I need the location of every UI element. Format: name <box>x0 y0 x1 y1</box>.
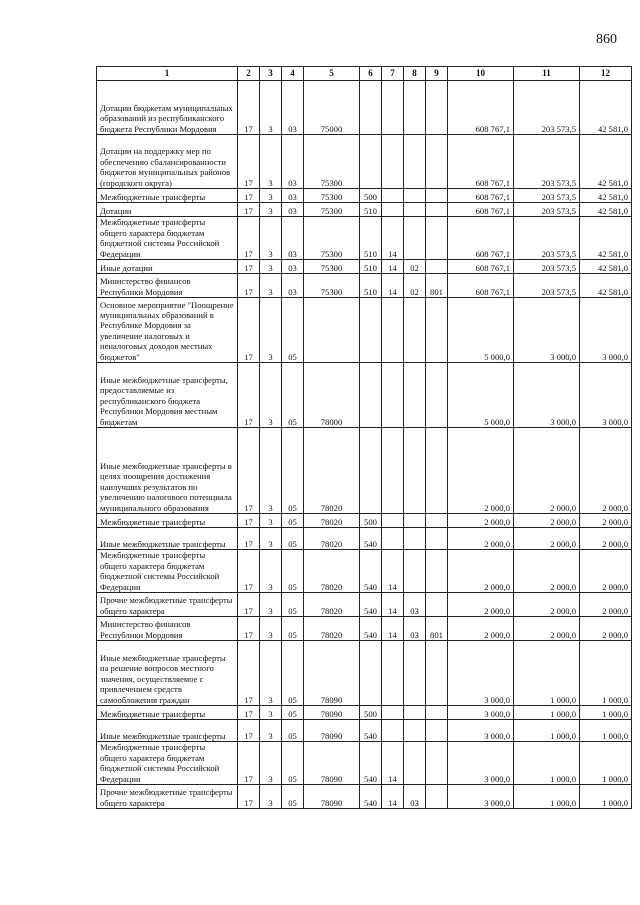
row-name-cell: Иные межбюджетные трансферты в целях поощрения достижения наилучших результатов по увеличению налогового потенциала муниципального образования <box>97 428 238 514</box>
header-cell: 2 <box>238 67 260 81</box>
table-row <box>97 720 632 742</box>
class-cell: 14 <box>382 550 404 593</box>
section-cell: 3 <box>260 742 282 785</box>
admin-cell <box>426 298 448 363</box>
class-cell <box>382 81 404 135</box>
table-row <box>97 217 632 260</box>
amount-year2-cell: 203 573,5 <box>514 260 580 274</box>
subclass-cell <box>404 298 426 363</box>
section-cell: 3 <box>260 706 282 720</box>
amount-year2-cell: 203 573,5 <box>514 189 580 203</box>
class-cell: 14 <box>382 742 404 785</box>
section-cell: 3 <box>260 274 282 298</box>
target-cell: 78020 <box>304 593 360 617</box>
header-cell: 11 <box>514 67 580 81</box>
admin-cell <box>426 785 448 809</box>
amount-year3-cell: 2 000,0 <box>580 550 632 593</box>
amount-year1-cell: 2 000,0 <box>448 428 514 514</box>
admin-cell <box>426 720 448 742</box>
amount-year2-cell: 2 000,0 <box>514 514 580 528</box>
section-cell: 3 <box>260 428 282 514</box>
admin-cell <box>426 706 448 720</box>
grbs-cell: 17 <box>238 81 260 135</box>
section-cell: 3 <box>260 217 282 260</box>
amount-year1-cell: 608 767,1 <box>448 260 514 274</box>
table-row <box>97 274 632 298</box>
admin-cell <box>426 528 448 550</box>
amount-year1-cell: 3 000,0 <box>448 706 514 720</box>
amount-year3-cell: 1 000,0 <box>580 641 632 706</box>
subsection-cell: 05 <box>282 428 304 514</box>
amount-year2-cell: 2 000,0 <box>514 617 580 641</box>
row-name-cell: Министерство финансов Республики Мордовия <box>97 274 238 298</box>
expense-type-cell: 500 <box>360 706 382 720</box>
expense-type-cell: 540 <box>360 617 382 641</box>
subclass-cell <box>404 720 426 742</box>
section-cell: 3 <box>260 189 282 203</box>
grbs-cell: 17 <box>238 514 260 528</box>
expense-type-cell: 510 <box>360 260 382 274</box>
class-cell: 14 <box>382 274 404 298</box>
header-cell: 8 <box>404 67 426 81</box>
amount-year1-cell: 2 000,0 <box>448 593 514 617</box>
amount-year2-cell: 1 000,0 <box>514 641 580 706</box>
amount-year3-cell: 3 000,0 <box>580 363 632 428</box>
table-row <box>97 428 632 514</box>
section-cell: 3 <box>260 593 282 617</box>
table-row <box>97 528 632 550</box>
row-name-cell: Межбюджетные трансферты <box>97 514 238 528</box>
admin-cell <box>426 81 448 135</box>
amount-year2-cell: 1 000,0 <box>514 742 580 785</box>
amount-year3-cell: 2 000,0 <box>580 593 632 617</box>
admin-cell <box>426 641 448 706</box>
row-name-cell: Прочие межбюджетные трансферты общего характера <box>97 593 238 617</box>
grbs-cell: 17 <box>238 785 260 809</box>
grbs-cell: 17 <box>238 720 260 742</box>
target-cell: 78020 <box>304 528 360 550</box>
admin-cell <box>426 189 448 203</box>
target-cell: 78090 <box>304 742 360 785</box>
subsection-cell: 05 <box>282 528 304 550</box>
expense-type-cell: 500 <box>360 514 382 528</box>
grbs-cell: 17 <box>238 135 260 189</box>
grbs-cell: 17 <box>238 428 260 514</box>
admin-cell <box>426 742 448 785</box>
subclass-cell: 02 <box>404 274 426 298</box>
row-name-cell: Межбюджетные трансферты общего характера бюджетам бюджетной системы Российской Федерации <box>97 550 238 593</box>
subsection-cell: 05 <box>282 593 304 617</box>
subsection-cell: 05 <box>282 363 304 428</box>
row-name-cell: Межбюджетные трансферты общего характера бюджетам бюджетной системы Российской Федерации <box>97 217 238 260</box>
amount-year1-cell: 3 000,0 <box>448 641 514 706</box>
table-row <box>97 298 632 363</box>
amount-year1-cell: 5 000,0 <box>448 363 514 428</box>
amount-year2-cell: 203 573,5 <box>514 217 580 260</box>
target-cell: 78020 <box>304 428 360 514</box>
amount-year2-cell: 203 573,5 <box>514 274 580 298</box>
row-name-cell: Дотации <box>97 203 238 217</box>
table-row <box>97 593 632 617</box>
admin-cell <box>426 363 448 428</box>
section-cell: 3 <box>260 617 282 641</box>
header-row <box>97 67 632 81</box>
subclass-cell <box>404 742 426 785</box>
class-cell: 14 <box>382 593 404 617</box>
target-cell <box>304 298 360 363</box>
subsection-cell: 03 <box>282 203 304 217</box>
amount-year1-cell: 608 767,1 <box>448 217 514 260</box>
target-cell: 78090 <box>304 720 360 742</box>
subclass-cell: 02 <box>404 260 426 274</box>
class-cell <box>382 514 404 528</box>
amount-year3-cell: 42 581,0 <box>580 260 632 274</box>
subclass-cell: 03 <box>404 785 426 809</box>
subsection-cell: 03 <box>282 135 304 189</box>
target-cell: 78090 <box>304 706 360 720</box>
class-cell <box>382 720 404 742</box>
table-row <box>97 742 632 785</box>
class-cell: 14 <box>382 260 404 274</box>
section-cell: 3 <box>260 641 282 706</box>
admin-cell <box>426 514 448 528</box>
expense-type-cell: 540 <box>360 742 382 785</box>
subsection-cell: 05 <box>282 785 304 809</box>
header-cell: 1 <box>97 67 238 81</box>
expense-type-cell <box>360 363 382 428</box>
class-cell <box>382 298 404 363</box>
subsection-cell: 05 <box>282 706 304 720</box>
amount-year2-cell: 2 000,0 <box>514 428 580 514</box>
expense-type-cell: 540 <box>360 593 382 617</box>
class-cell <box>382 203 404 217</box>
class-cell: 14 <box>382 785 404 809</box>
target-cell: 78000 <box>304 363 360 428</box>
table-body <box>97 81 632 809</box>
grbs-cell: 17 <box>238 617 260 641</box>
class-cell <box>382 363 404 428</box>
section-cell: 3 <box>260 514 282 528</box>
subsection-cell: 03 <box>282 189 304 203</box>
target-cell: 75300 <box>304 203 360 217</box>
amount-year3-cell: 42 581,0 <box>580 81 632 135</box>
subsection-cell: 05 <box>282 298 304 363</box>
subclass-cell <box>404 428 426 514</box>
amount-year1-cell: 2 000,0 <box>448 514 514 528</box>
table-row <box>97 550 632 593</box>
row-name-cell: Дотации бюджетам муниципальных образований из республиканского бюджета Республики Мордовия <box>97 81 238 135</box>
subsection-cell: 03 <box>282 217 304 260</box>
grbs-cell: 17 <box>238 550 260 593</box>
header-cell: 3 <box>260 67 282 81</box>
target-cell: 75300 <box>304 217 360 260</box>
subclass-cell <box>404 135 426 189</box>
expense-type-cell: 510 <box>360 274 382 298</box>
admin-cell <box>426 593 448 617</box>
header-cell: 12 <box>580 67 632 81</box>
amount-year3-cell: 2 000,0 <box>580 617 632 641</box>
table-row <box>97 785 632 809</box>
amount-year3-cell: 1 000,0 <box>580 720 632 742</box>
page-number: 860 <box>596 32 617 47</box>
section-cell: 3 <box>260 550 282 593</box>
row-name-cell: Иные дотации <box>97 260 238 274</box>
subsection-cell: 05 <box>282 514 304 528</box>
subsection-cell: 03 <box>282 274 304 298</box>
expense-type-cell <box>360 81 382 135</box>
amount-year1-cell: 608 767,1 <box>448 274 514 298</box>
subsection-cell: 05 <box>282 641 304 706</box>
amount-year2-cell: 2 000,0 <box>514 550 580 593</box>
budget-table <box>96 66 632 809</box>
amount-year3-cell: 42 581,0 <box>580 203 632 217</box>
amount-year1-cell: 5 000,0 <box>448 298 514 363</box>
subclass-cell <box>404 189 426 203</box>
target-cell: 75000 <box>304 81 360 135</box>
row-name-cell: Межбюджетные трансферты общего характера бюджетам бюджетной системы Российской Федерации <box>97 742 238 785</box>
admin-cell <box>426 260 448 274</box>
amount-year3-cell: 42 581,0 <box>580 135 632 189</box>
amount-year1-cell: 3 000,0 <box>448 785 514 809</box>
admin-cell <box>426 203 448 217</box>
amount-year3-cell: 2 000,0 <box>580 428 632 514</box>
subclass-cell <box>404 203 426 217</box>
admin-cell: 801 <box>426 617 448 641</box>
table-row <box>97 706 632 720</box>
subsection-cell: 03 <box>282 81 304 135</box>
amount-year2-cell: 203 573,5 <box>514 81 580 135</box>
subclass-cell <box>404 550 426 593</box>
grbs-cell: 17 <box>238 742 260 785</box>
amount-year2-cell: 3 000,0 <box>514 363 580 428</box>
header-cell: 6 <box>360 67 382 81</box>
table-row <box>97 363 632 428</box>
grbs-cell: 17 <box>238 528 260 550</box>
header-cell: 10 <box>448 67 514 81</box>
amount-year2-cell: 1 000,0 <box>514 706 580 720</box>
table-row <box>97 260 632 274</box>
target-cell: 75300 <box>304 274 360 298</box>
amount-year2-cell: 2 000,0 <box>514 528 580 550</box>
class-cell <box>382 706 404 720</box>
section-cell: 3 <box>260 785 282 809</box>
expense-type-cell <box>360 428 382 514</box>
target-cell: 78020 <box>304 550 360 593</box>
admin-cell: 801 <box>426 274 448 298</box>
amount-year3-cell: 1 000,0 <box>580 742 632 785</box>
amount-year2-cell: 203 573,5 <box>514 203 580 217</box>
grbs-cell: 17 <box>238 260 260 274</box>
subclass-cell <box>404 363 426 428</box>
admin-cell <box>426 428 448 514</box>
expense-type-cell <box>360 641 382 706</box>
class-cell <box>382 135 404 189</box>
subclass-cell <box>404 217 426 260</box>
row-name-cell: Иные межбюджетные трансферты, предоставляемые из республиканского бюджета Республики Мордовия местным бюджетам <box>97 363 238 428</box>
target-cell: 75300 <box>304 135 360 189</box>
expense-type-cell: 510 <box>360 217 382 260</box>
expense-type-cell: 540 <box>360 785 382 809</box>
target-cell: 78090 <box>304 641 360 706</box>
target-cell: 78020 <box>304 514 360 528</box>
amount-year2-cell: 3 000,0 <box>514 298 580 363</box>
header-cell: 5 <box>304 67 360 81</box>
class-cell: 14 <box>382 617 404 641</box>
header-cell: 7 <box>382 67 404 81</box>
subclass-cell: 03 <box>404 593 426 617</box>
row-name-cell: Иные межбюджетные трансферты <box>97 720 238 742</box>
row-name-cell: Межбюджетные трансферты <box>97 189 238 203</box>
grbs-cell: 17 <box>238 593 260 617</box>
table-row <box>97 81 632 135</box>
target-cell: 75300 <box>304 260 360 274</box>
class-cell <box>382 641 404 706</box>
section-cell: 3 <box>260 203 282 217</box>
row-name-cell: Иные межбюджетные трансферты на решение вопросов местного значения, осуществляемое с привлечением средств самообложения граждан <box>97 641 238 706</box>
amount-year3-cell: 1 000,0 <box>580 785 632 809</box>
section-cell: 3 <box>260 528 282 550</box>
amount-year2-cell: 1 000,0 <box>514 720 580 742</box>
grbs-cell: 17 <box>238 189 260 203</box>
table-row <box>97 641 632 706</box>
amount-year2-cell: 1 000,0 <box>514 785 580 809</box>
section-cell: 3 <box>260 81 282 135</box>
class-cell <box>382 528 404 550</box>
subsection-cell: 05 <box>282 550 304 593</box>
amount-year3-cell: 2 000,0 <box>580 514 632 528</box>
table-row <box>97 617 632 641</box>
row-name-cell: Министерство финансов Республики Мордовия <box>97 617 238 641</box>
section-cell: 3 <box>260 298 282 363</box>
admin-cell <box>426 550 448 593</box>
expense-type-cell: 500 <box>360 189 382 203</box>
subsection-cell: 05 <box>282 720 304 742</box>
amount-year1-cell: 2 000,0 <box>448 528 514 550</box>
header-cell: 4 <box>282 67 304 81</box>
amount-year3-cell: 1 000,0 <box>580 706 632 720</box>
table-row <box>97 189 632 203</box>
amount-year3-cell: 42 581,0 <box>580 189 632 203</box>
table-row <box>97 514 632 528</box>
header-cell: 9 <box>426 67 448 81</box>
row-name-cell: Прочие межбюджетные трансферты общего характера <box>97 785 238 809</box>
grbs-cell: 17 <box>238 274 260 298</box>
amount-year1-cell: 2 000,0 <box>448 550 514 593</box>
expense-type-cell <box>360 298 382 363</box>
amount-year1-cell: 608 767,1 <box>448 189 514 203</box>
target-cell: 78020 <box>304 617 360 641</box>
table-row <box>97 203 632 217</box>
grbs-cell: 17 <box>238 363 260 428</box>
admin-cell <box>426 135 448 189</box>
class-cell: 14 <box>382 217 404 260</box>
expense-type-cell <box>360 135 382 189</box>
grbs-cell: 17 <box>238 298 260 363</box>
expense-type-cell: 510 <box>360 203 382 217</box>
section-cell: 3 <box>260 720 282 742</box>
subclass-cell <box>404 81 426 135</box>
grbs-cell: 17 <box>238 641 260 706</box>
row-name-cell: Иные межбюджетные трансферты <box>97 528 238 550</box>
row-name-cell: Основное мероприятие "Поощрение муниципальных образований в Республике Мордовия за увеличение налоговых и неналоговых доходов местных бюджетов" <box>97 298 238 363</box>
amount-year1-cell: 608 767,1 <box>448 81 514 135</box>
subclass-cell <box>404 528 426 550</box>
admin-cell <box>426 217 448 260</box>
amount-year3-cell: 3 000,0 <box>580 298 632 363</box>
amount-year1-cell: 3 000,0 <box>448 720 514 742</box>
expense-type-cell: 540 <box>360 528 382 550</box>
amount-year3-cell: 42 581,0 <box>580 274 632 298</box>
subsection-cell: 05 <box>282 742 304 785</box>
section-cell: 3 <box>260 260 282 274</box>
section-cell: 3 <box>260 363 282 428</box>
row-name-cell: Межбюджетные трансферты <box>97 706 238 720</box>
subsection-cell: 05 <box>282 617 304 641</box>
table-row <box>97 135 632 189</box>
target-cell: 78090 <box>304 785 360 809</box>
grbs-cell: 17 <box>238 217 260 260</box>
amount-year2-cell: 2 000,0 <box>514 593 580 617</box>
amount-year2-cell: 203 573,5 <box>514 135 580 189</box>
subclass-cell: 03 <box>404 617 426 641</box>
amount-year1-cell: 608 767,1 <box>448 203 514 217</box>
amount-year1-cell: 608 767,1 <box>448 135 514 189</box>
subclass-cell <box>404 706 426 720</box>
amount-year1-cell: 2 000,0 <box>448 617 514 641</box>
grbs-cell: 17 <box>238 706 260 720</box>
expense-type-cell: 540 <box>360 550 382 593</box>
subclass-cell <box>404 641 426 706</box>
grbs-cell: 17 <box>238 203 260 217</box>
target-cell: 75300 <box>304 189 360 203</box>
expense-type-cell: 540 <box>360 720 382 742</box>
row-name-cell: Дотации на поддержку мер по обеспечению сбалансированности бюджетов муниципальных районов (городского округа) <box>97 135 238 189</box>
subsection-cell: 03 <box>282 260 304 274</box>
section-cell: 3 <box>260 135 282 189</box>
subclass-cell <box>404 514 426 528</box>
class-cell <box>382 189 404 203</box>
class-cell <box>382 428 404 514</box>
amount-year3-cell: 2 000,0 <box>580 528 632 550</box>
amount-year3-cell: 42 581,0 <box>580 217 632 260</box>
amount-year1-cell: 3 000,0 <box>448 742 514 785</box>
